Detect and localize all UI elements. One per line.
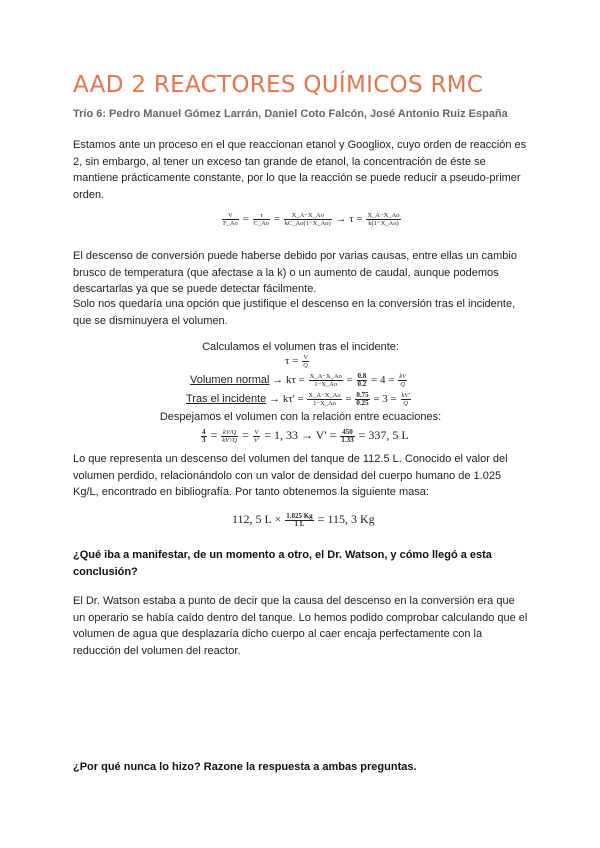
paragraph-intro: Estamos ante un proceso en el que reaccionan etanol y Googliox, cuyo orden de reacción es 2, sin embargo, al tener un exceso tan grande de etanol, la concentración de éste se mantiene prácticamente constante, por lo que la reacción se puede reducir a pseudo-primer orden.	[73, 139, 527, 201]
fraction-values: $\frac{0.75}{0.25}$	[356, 391, 369, 407]
fraction-tau-over-cao: $\frac{\tau}{C\_Ao}$	[253, 212, 270, 227]
fraction-v-over-fao: $\frac{V}{F\_Ao}$	[223, 212, 238, 227]
authors-line: Trío 6: Pedro Manuel Gómez Larrán, Daniel Coto Falcón, José Antonio Ruiz España	[73, 108, 508, 120]
normal-volume-label: Volumen normal	[190, 374, 270, 387]
paragraph-mass: Lo que representa un descenso del volumen del tanque de 112.5 L. Conocido el valor del volumen perdido, relacionándolo con un valor de densidad del cuerpo humano de 1.025 Kg/L, encontrado en bibliografía. Por tanto obtenemos la siguiente masa:	[73, 453, 508, 498]
document-title: AAD 2 REACTORES QUÍMICOS RMC	[73, 72, 484, 98]
fraction-4-over-3: $\frac{4}{3}$	[202, 427, 206, 444]
incident-label: Tras el incidente	[186, 393, 267, 406]
fraction-kv-prime-over-q: $\frac{kV'}{Q}$	[401, 392, 410, 407]
fraction-values: $\frac{0.8}{0.2}$	[357, 372, 367, 388]
fraction-conversion: $\frac{X\_A-X\_Ao}{1-X\_Ao}$	[309, 373, 342, 388]
fraction-density: $\frac{1.025 Kg}{1 L}$	[286, 511, 313, 528]
question-2: ¿Por qué nunca lo hizo? Razone la respuesta a ambas preguntas.	[73, 761, 417, 773]
answer-1: El Dr. Watson estaba a punto de decir que la causa del descenso en la conversión era que un operario se había caído dentro del tanque. Lo hemos podido comprobar calculando que el volumen de agua que desplazaría dicho cuerpo al caer encaja perfectamente con la reducción del volumen del reactor.	[73, 595, 528, 657]
mass-equation: 112, 5 L × $\frac{1.025 Kg}{1 L}$ = 115, 3 Kg	[232, 511, 375, 528]
fraction-conversion: $\frac{X\_A-X\_Ao}{1-X\_Ao}$	[308, 392, 341, 407]
fraction-conversion-rate: $\frac{X\_A-X\_Ao}{kC\_Ao(1-X\_Ao)}$	[284, 212, 331, 227]
tau-definition: τ = $\frac{V}{Q}$	[285, 354, 308, 369]
fraction-tau-result: $\frac{X\_A-X\_Ao}{k(1-X\_Ao)}$	[367, 212, 400, 227]
fraction-v-over-q: $\frac{V}{Q}$	[303, 354, 308, 369]
fraction-kv-over-q: $\frac{kV}{Q}$	[399, 373, 407, 388]
relation-equation: $\frac{4}{3}$ = $\frac{kV/Q}{kV'/Q}$ = $\frac{V}{V'}$ = 1, 33 → V' = $\frac{450}{1.33}$ = 337, 5 L	[202, 427, 409, 444]
question-1: ¿Qué iba a manifestar, de un momento a otro, el Dr. Watson, y cómo llegó a esta conclusión?	[73, 549, 492, 578]
paragraph-causes: El descenso de conversión puede haberse debido por varias causas, entre ellas un cambio brusco de temperatura (que afectase a la k) o un aumento de caudal, aunque podemos descartarlas ya que se puede detectar fácilmente.	[73, 250, 517, 295]
incident-volume-equation: Tras el incidente → kτ' = $\frac{X\_A-X\_Ao}{1-X\_Ao}$ = $\frac{0.75}{0.25}$ = 3 = $\frac{kV'}{Q}$	[186, 391, 410, 407]
relation-heading: Despejamos el volumen con la relación entre ecuaciones:	[159, 411, 442, 423]
calc-heading: Calculamos el volumen tras el incidente:	[202, 341, 399, 353]
fraction-v-ratio: $\frac{V}{V'}$	[253, 428, 260, 444]
normal-volume-equation: Volumen normal → kτ = $\frac{X\_A-X\_Ao}{1-X\_Ao}$ = $\frac{0.8}{0.2}$ = 4 = $\frac{kV}{Q}$	[190, 372, 407, 388]
fraction-kv-ratio: $\frac{kV/Q}{kV'/Q}$	[222, 428, 238, 444]
fraction-450-over-133: $\frac{450}{1.33}$	[341, 427, 354, 444]
design-equation: $\frac{V}{F\_Ao}$ = $\frac{\tau}{C\_Ao}$ = $\frac{X\_A-X\_Ao}{kC\_Ao(1-X\_Ao)}$ → τ = $\frac{X\_A-X\_Ao}{k(1-X\_Ao)}$	[223, 212, 400, 227]
paragraph-volume-option: Solo nos quedaría una opción que justifique el descenso en la conversión tras el incidente, que se disminuyera el volumen.	[73, 298, 516, 327]
